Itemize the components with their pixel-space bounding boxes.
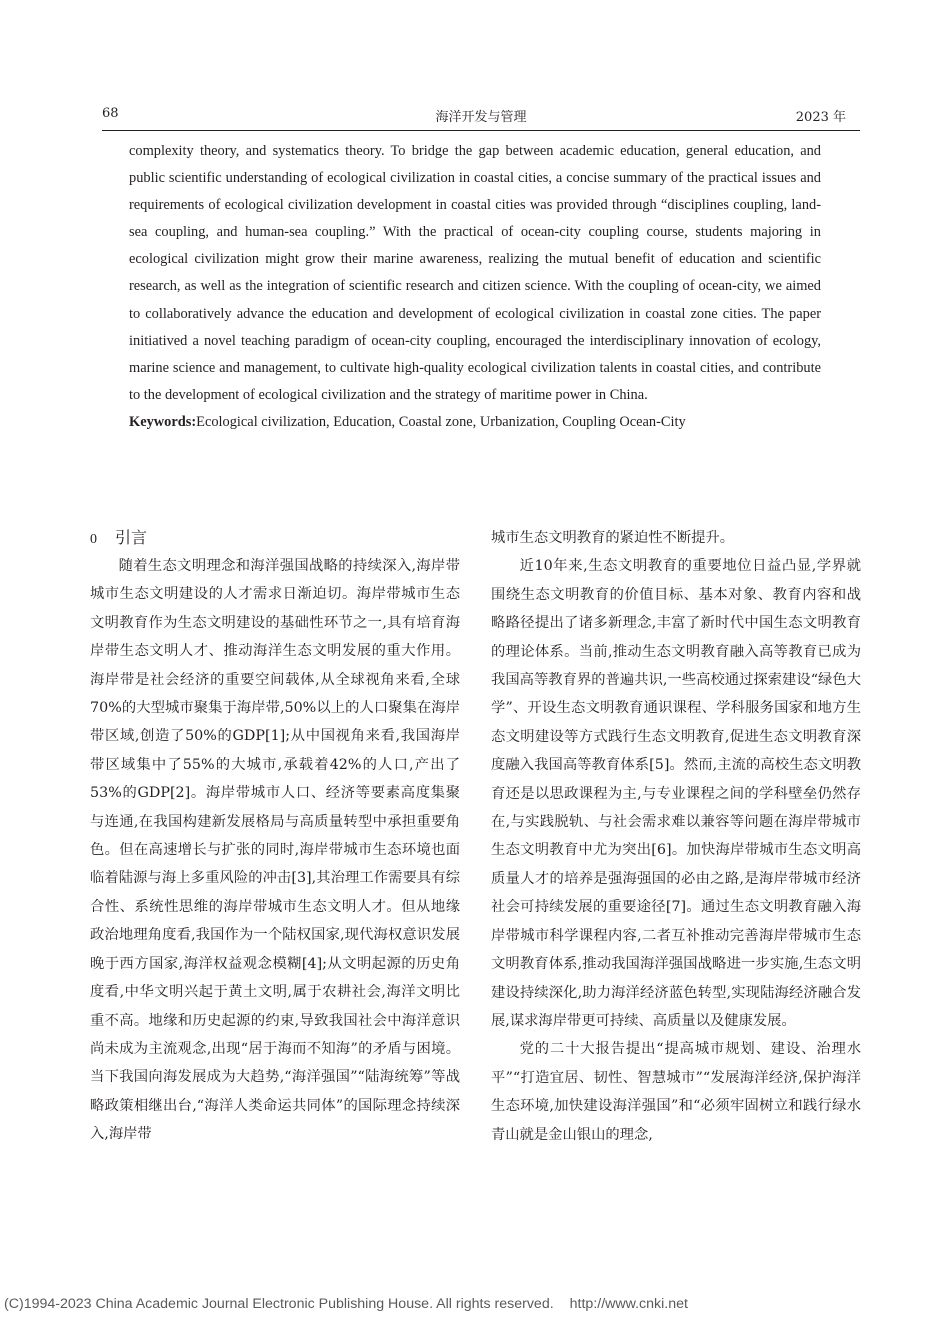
page-footer: [4, 1296, 946, 1312]
copyright-notice: (C)1994-2023 China Academic Journal Electronic Publishing House. All rights reserved.: [4, 1296, 554, 1312]
keywords-line: [129, 409, 821, 436]
section-title: 引言: [115, 528, 148, 547]
intro-paragraph-1: 随着生态文明理念和海洋强国战略的持续深入,海岸带城市生态文明建设的人才需求日渐迫切。海岸带城市生态文明教育作为生态文明建设的基础性环节之一,具有培育海岸带生态文明人才、推动海洋生态文明发展的重大作用。海岸带是社会经济的重要空间载体,从全球视角来看,全球70%的大型城市聚集于海岸带,50%以上的人口聚集在海岸带区域,创造了50%的GDP[1];从中国视角来看,我国海岸带区域集中了55%的大城市,承载着42%的人口,产出了53%的GDP[2]。海岸带城市人口、经济等要素高度集聚与连通,在我国构建新发展格局与高质量转型中承担重要角色。但在高速增长与扩张的同时,海岸带城市生态环境也面临着陆源与海上多重风险的冲击[3],其治理工作需要具有综合性、系统性思维的海岸带城市生态文明人才。但从地缘政治地理角度看,我国作为一个陆权国家,现代海权意识发展晚于西方国家,海洋权益观念模糊[4];从文明起源的历史角度看,中华文明兴起于黄土文明,属于农耕社会,海洋文明比重不高。地缘和历史起源的约束,导致我国社会中海洋意识尚未成为主流观念,出现“居于海而不知海”的矛盾与困境。当下我国向海发展成为大趋势,“海洋强国”“陆海统筹”等战略政策相继出台,“海洋人类命运共同体”的国际理念持续深入,海岸带: [90, 558, 460, 1143]
keywords-list: Ecological civilization, Education, Coastal zone, Urbanization, Coupling Ocean-City: [196, 413, 686, 430]
intro-paragraph-1-continued: 城市生态文明教育的紧迫性不断提升。: [491, 530, 735, 546]
footer-url[interactable]: http://www.cnki.net: [569, 1296, 688, 1312]
right-column: [491, 524, 861, 1149]
abstract-text: complexity theory, and systematics theory. To bridge the gap between academic education, general education, and public scientific understanding of ecological civilization in coastal cities, a concise summary of the practical issues and requirements of ecological civilization development in coastal cities was provided through “disciplines coupling, land-sea coupling, and human-sea coupling.” With the practical of ocean-city coupling course, students majoring in ecological civilization might grow their marine awareness, realizing the mutual benefit of education and scientific research, as well as the integration of scientific research and citizen science. With the coupling of ocean-city, we aimed to collaboratively advance the education and development of ecological civilization in coastal zone cities. The paper initiatived a novel teaching paradigm of ocean-city coupling, encouraged the interdisciplinary innovation of ecology, marine science and management, to cultivate high-quality ecological civilization talents in coastal cities, and contribute to the development of ecological civilization and the strategy of maritime power in China.: [129, 143, 821, 403]
journal-title: 海洋开发与管理: [435, 110, 527, 125]
publication-year: 2023 年: [795, 110, 846, 125]
section-number: 0: [90, 532, 97, 547]
page-number: 68: [102, 106, 119, 121]
running-header: [102, 106, 860, 128]
keywords-label: Keywords:: [129, 413, 197, 430]
intro-paragraph-3: 党的二十大报告提出“提高城市规划、建设、治理水平”“打造宜居、韧性、智慧城市”“发展海洋经济,保护海洋生态环境,加快建设海洋强国”和“必须牢固树立和践行绿水青山就是金山银山的理念,: [491, 1041, 861, 1143]
left-column: [90, 524, 460, 1149]
section-heading: [90, 524, 460, 552]
header-rule: [102, 130, 860, 131]
intro-paragraph-2: 近10年来,生态文明教育的重要地位日益凸显,学界就围绕生态文明教育的价值目标、基本对象、教育内容和战略路径提出了诸多新理念,丰富了新时代中国生态文明教育的理论体系。当前,推动生态文明教育融入高等教育已成为我国高等教育界的普遍共识,一些高校通过探索建设“绿色大学”、开设生态文明教育通识课程、学科服务国家和地方生态文明建设等方式践行生态文明教育,促进生态文明教育深度融入我国高等教育体系[5]。然而,主流的高校生态文明教育还是以思政课程为主,与专业课程之间的学科壁垒仍然存在,与实践脱轨、与社会需求难以兼容等问题在海岸带城市生态文明教育中尤为突出[6]。加快海岸带城市生态文明高质量人才的培养是强海强国的必由之路,是海岸带城市经济社会可持续发展的重要途径[7]。通过生态文明教育融入海岸带城市科学课程内容,二者互补推动完善海岸带城市生态文明教育体系,推动我国海洋强国战略进一步实施,生态文明建设持续深化,助力海洋经济蓝色转型,实现陆海经济融合发展,谋求海岸带更可持续、高质量以及健康发展。: [491, 558, 861, 1029]
english-abstract: [129, 138, 821, 436]
